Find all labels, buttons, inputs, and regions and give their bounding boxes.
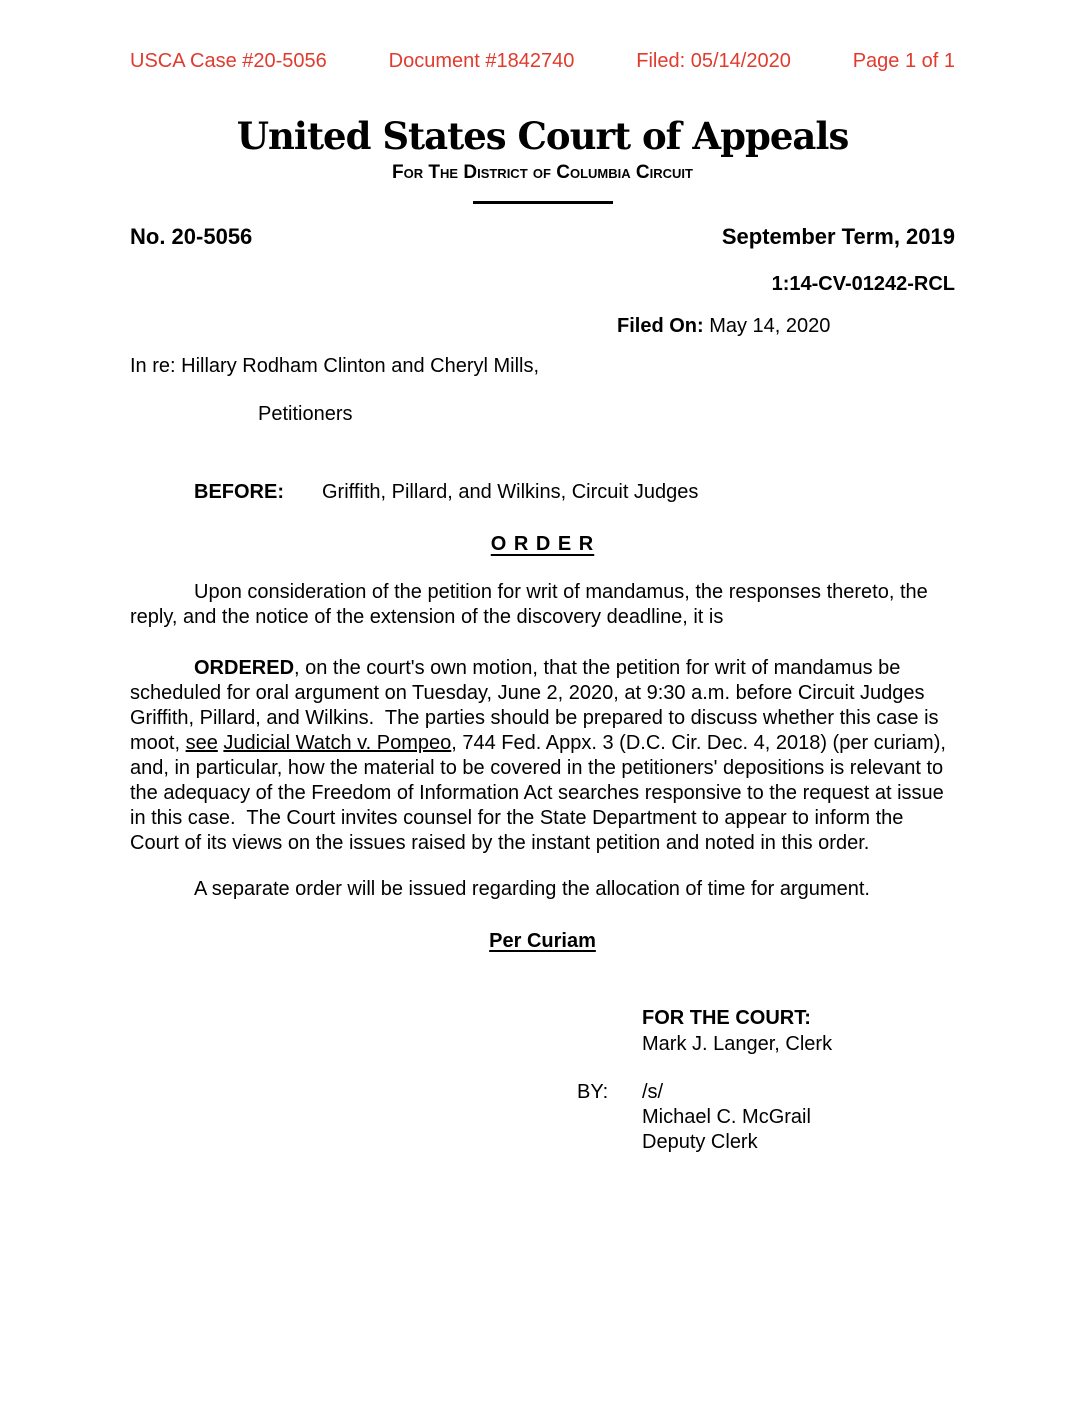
ordered-keyword: ORDERED	[194, 657, 295, 679]
signature-block	[642, 1005, 955, 1057]
order-paragraph-1: Upon consideration of the petition for writ of mandamus, the responses thereto, the reply, and the notice of the extension of the discovery deadline, it is	[130, 581, 934, 628]
order-paragraph-2-text-a: , on the court's own motion, that the petition for writ of mandamus be scheduled for oral argument on Tuesday, June 2, 2020, at 9:30 a.m. before Circuit Judges Griffith, Pillard, and Wilkins. The parties should be prepared to discuss whether this case is moot,	[130, 657, 945, 754]
in-re-line: In re: Hillary Rodham Clinton and Cheryl Mills,	[130, 355, 540, 377]
for-the-court-label: FOR THE COURT:	[642, 1007, 811, 1029]
order-paragraph-3: A separate order will be issued regarding the allocation of time for argument.	[194, 878, 870, 900]
pacer-stamp-header	[130, 50, 955, 72]
stamp-page-number: Page 1 of 1	[852, 50, 955, 72]
filed-on-date: May 14, 2020	[709, 315, 831, 337]
signature-mark: /s/	[642, 1081, 664, 1103]
court-subtitle: For The District of Columbia Circuit	[392, 162, 693, 183]
deputy-signature	[642, 1080, 811, 1155]
clerk-name: Mark J. Langer, Clerk	[642, 1033, 833, 1055]
citation-case-name: Judicial Watch v. Pompeo	[223, 732, 452, 754]
order-heading-text: O R D E R	[490, 533, 595, 555]
by-label: BY:	[577, 1081, 609, 1103]
stamp-document-number: Document #1842740	[388, 50, 575, 72]
order-heading	[130, 532, 955, 557]
filed-on-line	[617, 314, 955, 338]
stamp-filed-date: Filed: 05/14/2020	[636, 50, 791, 72]
filed-on-label: Filed On:	[617, 315, 710, 337]
separator-rule	[473, 201, 613, 204]
by-row	[577, 1080, 955, 1155]
court-title: United States Court of Appeals	[236, 114, 849, 158]
docket-number: No. 20-5056	[130, 224, 253, 249]
district-case-number: 1:14-CV-01242-RCL	[771, 273, 955, 295]
order-paragraph-2	[130, 656, 955, 856]
before-judges: Griffith, Pillard, and Wilkins, Circuit Judges	[322, 481, 699, 503]
caption-row	[130, 224, 955, 250]
term-label: September Term, 2019	[721, 224, 955, 249]
deputy-clerk-name: Michael C. McGrail	[642, 1106, 811, 1128]
before-label: BEFORE:	[194, 481, 284, 503]
citation-signal-see: see	[185, 732, 218, 754]
stamp-case-number: USCA Case #20-5056	[130, 50, 327, 72]
party-role-label: Petitioners	[258, 403, 353, 425]
per-curiam-text: Per Curiam	[489, 930, 596, 952]
deputy-clerk-title: Deputy Clerk	[642, 1131, 758, 1153]
before-line	[194, 480, 955, 505]
per-curiam	[130, 929, 955, 954]
order-paragraph-2-text-b: , 744 Fed. Appx. 3 (D.C. Cir. Dec. 4, 2018) (per curiam), and, in particular, how the material to be covered in the petitioners' depositions is relevant to the adequacy of the Freedom of Information Act searches responsive to the request at issue in this case. The Court invites counsel for the State Department to appear to inform the Court of its views on the issues raised by the instant petition and noted in this order.	[130, 732, 952, 854]
